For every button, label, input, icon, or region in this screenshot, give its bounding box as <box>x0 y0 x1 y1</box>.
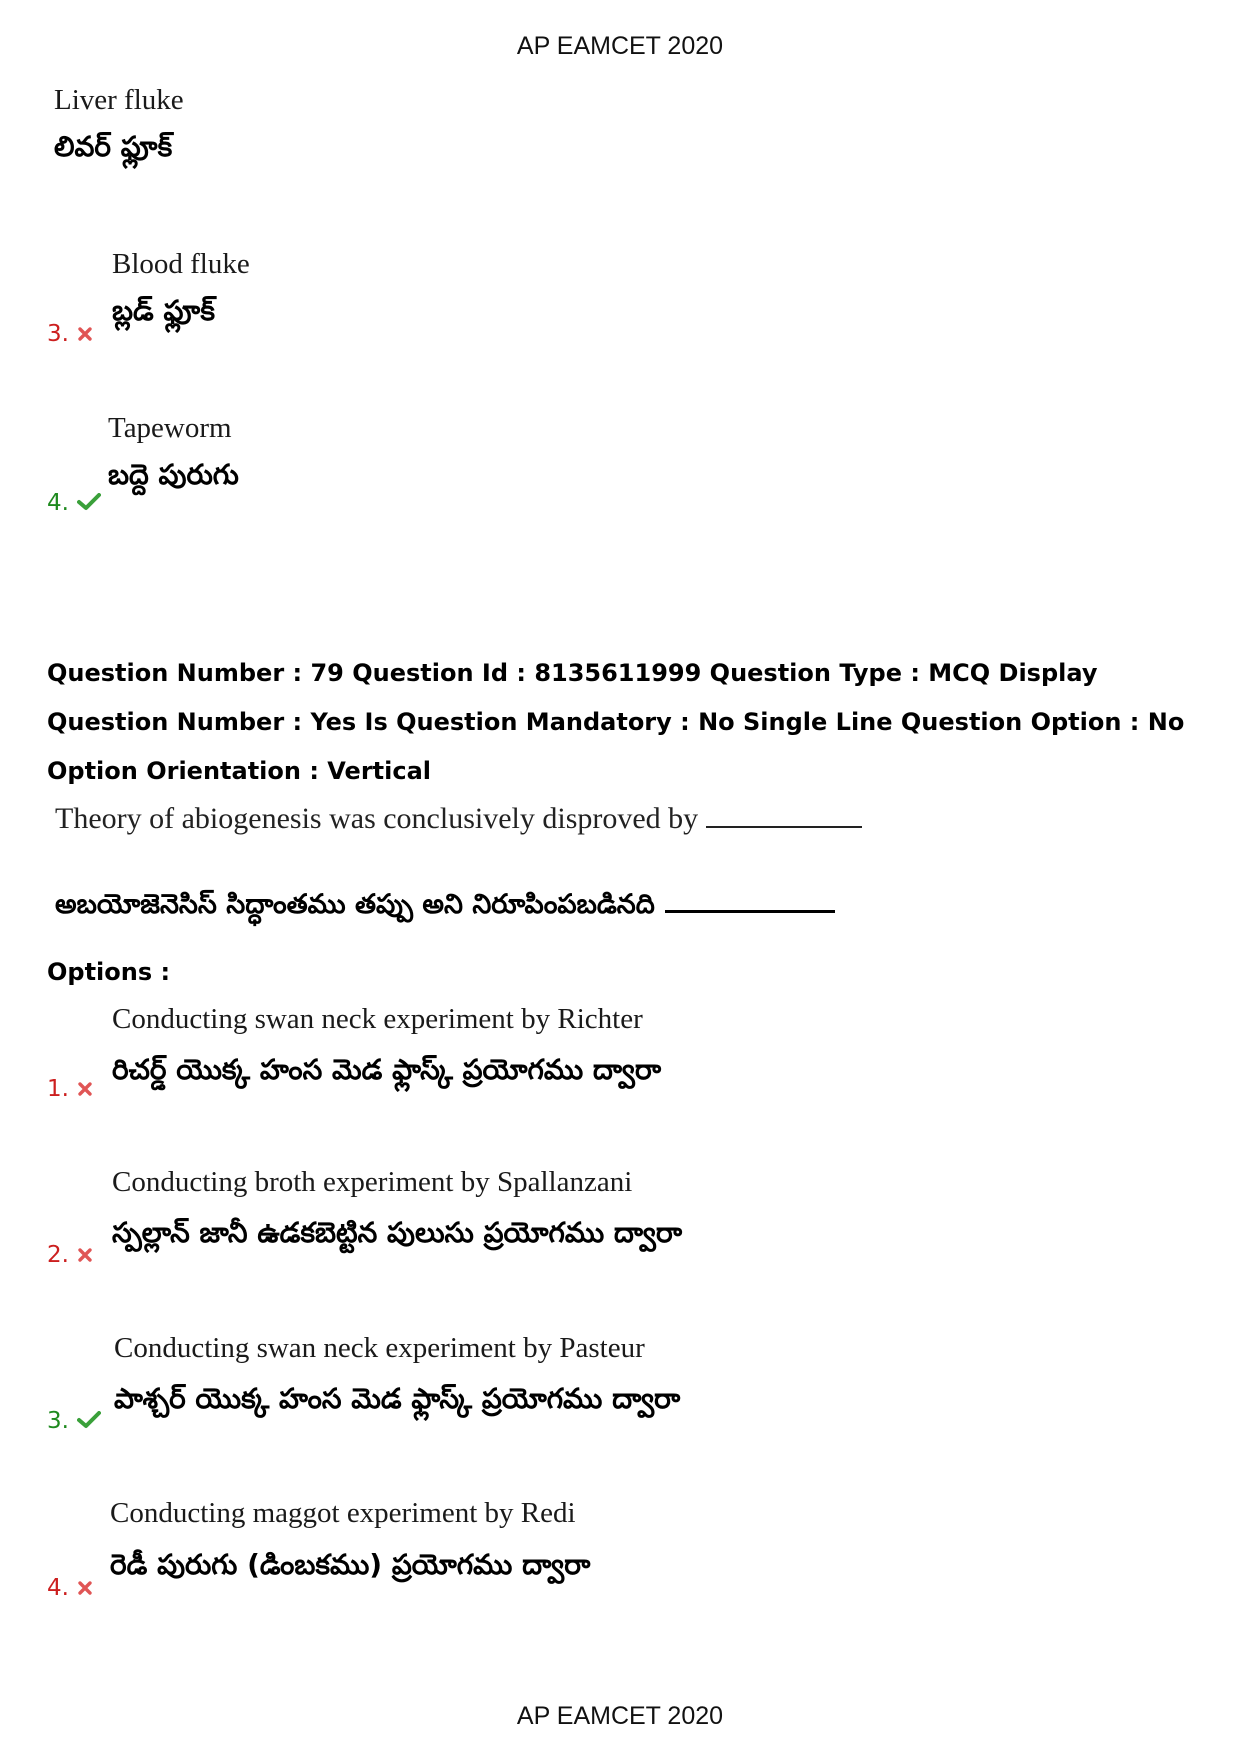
option-2-te: స్పల్లాన్ జానీ ఉడకబెట్టిన పులుసు ప్రయోగము ద్వారా <box>112 1216 683 1249</box>
question-en-text: Theory of abiogenesis was conclusively disproved by <box>55 802 699 835</box>
option-4-en: Conducting maggot experiment by Redi <box>110 1497 576 1529</box>
prev-option-3-num: 3. <box>47 321 69 347</box>
option-2-en: Conducting broth experiment by Spallanzani <box>112 1166 633 1198</box>
option-2-number <box>47 1242 93 1269</box>
option-4-num: 4. <box>47 1575 69 1601</box>
option-3-en: Conducting swan neck experiment by Pasteur <box>114 1332 645 1364</box>
cross-icon <box>77 1077 93 1103</box>
cross-icon <box>77 1243 93 1269</box>
option-1-en: Conducting swan neck experiment by Richter <box>112 1003 643 1035</box>
prev-option-3-en: Blood fluke <box>112 248 250 280</box>
prev-option-4-number <box>47 490 101 517</box>
prev-option-4-en: Tapeworm <box>108 412 232 444</box>
options-label: Options : <box>47 958 171 986</box>
page-header: AP EAMCET 2020 <box>516 32 724 60</box>
question-text-te <box>55 886 835 927</box>
question-meta: Question Number : 79 Question Id : 8135611999 Question Type : MCQ Display Question Number : Yes Is Question Mandatory : No Single Line Question Option : No Option Orientation : Vertical <box>47 659 1185 785</box>
prev-option-4-te: బద్దె పురుగు <box>108 458 239 491</box>
answer-blank-te <box>665 886 835 913</box>
cross-icon <box>77 1576 93 1602</box>
prev-option-3-number <box>47 321 93 348</box>
prev-option-4-num: 4. <box>47 490 69 516</box>
option-2-num: 2. <box>47 1242 69 1268</box>
page-footer: AP EAMCET 2020 <box>516 1702 724 1730</box>
check-icon <box>77 1409 101 1435</box>
option-3-te: పాశ్చర్ యొక్క హంస మెడ ఫ్లాస్క్ ప్రయోగము ద్వారా <box>114 1382 681 1415</box>
option-4-te: రెడీ పురుగు (డింబకము) ప్రయోగము ద్వారా <box>110 1548 591 1581</box>
option-4-number <box>47 1575 93 1602</box>
question-text-en <box>55 802 862 836</box>
check-icon <box>77 491 101 517</box>
option-3-number <box>47 1408 101 1435</box>
cross-icon <box>77 322 93 348</box>
prev-option-3-te: బ్లడ్ ఫ్లూక్ <box>112 294 215 327</box>
answer-blank <box>706 804 862 828</box>
prev-option-2-en: Liver fluke <box>54 84 184 116</box>
option-1-te: రిచర్డ్ యొక్క హంస మెడ ఫ్లాస్క్ ప్రయోగము ద్వారా <box>112 1053 662 1086</box>
question-te-text: అబయోజెనెసిస్ సిద్ధాంతము తప్పు అని నిరూపింపబడినది <box>55 889 655 920</box>
option-3-num: 3. <box>47 1408 69 1434</box>
option-1-num: 1. <box>47 1076 69 1102</box>
prev-option-2-te: లివర్ ఫ్లూక్ <box>54 130 173 163</box>
option-1-number <box>47 1076 93 1103</box>
